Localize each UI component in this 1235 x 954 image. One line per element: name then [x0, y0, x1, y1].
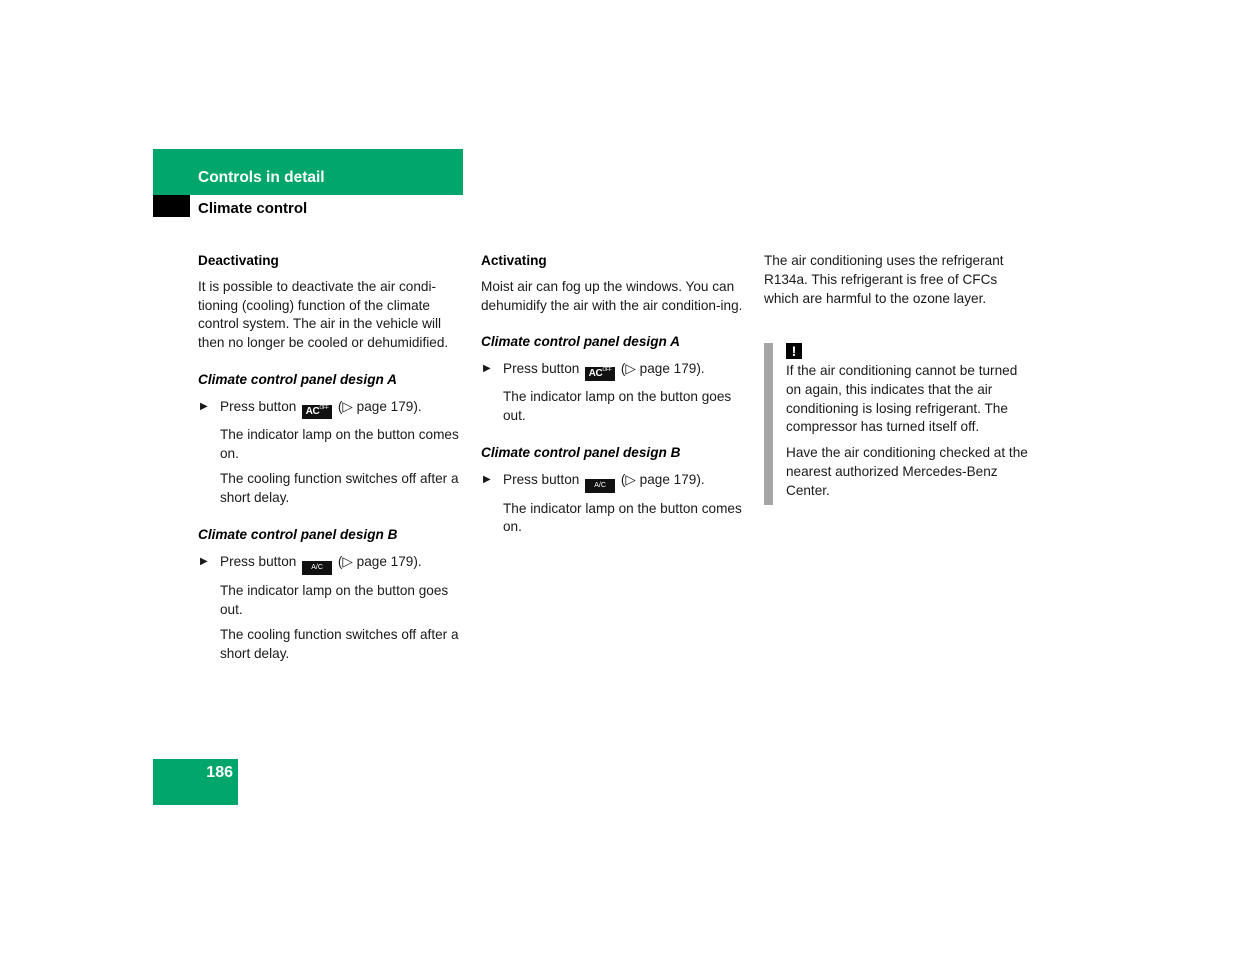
result-text: The indicator lamp on the button comes on. — [220, 426, 459, 461]
deactivating-intro: It is possible to deactivate the air condi-tioning (cooling) function of the climate control system. The air in the vehicle will then no longer be cooled or dehumidified. — [198, 278, 449, 351]
result-text: The indicator lamp on the button comes on. — [503, 500, 742, 535]
ac-button-icon: A/C — [302, 561, 332, 575]
press-button-label: Press button — [503, 361, 580, 377]
warning-box — [764, 343, 1034, 508]
page-ref: (▷ page 179). — [337, 398, 422, 414]
press-button-label: Press button — [220, 398, 297, 414]
step-press-ac — [481, 471, 747, 493]
activating-intro: Moist air can fog up the windows. You can dehumidify the air with the air condition-ing. — [481, 278, 743, 313]
bullet-arrow-icon: ▶ — [483, 363, 491, 375]
warning-icon: ! — [786, 343, 802, 359]
step-press-ac — [198, 553, 464, 575]
design-a-title: Climate control panel design A — [481, 334, 680, 350]
ac-off-button-icon: $AC^{OFF}$ — [585, 367, 615, 381]
section-title: Controls in detail — [198, 169, 325, 186]
ac-off-button-icon: $AC^{OFF}$ — [302, 405, 332, 419]
column-refrigerant — [764, 252, 1030, 315]
activating-heading: Activating — [481, 253, 547, 268]
ac-button-icon: A/C — [585, 479, 615, 493]
design-b-title: Climate control panel design B — [481, 444, 681, 460]
result-text: The indicator lamp on the button goes out. — [220, 582, 449, 617]
page-number: 186 — [206, 764, 233, 781]
step-press-ac-off — [481, 360, 747, 381]
subsection-marker — [153, 195, 190, 217]
page-ref: (▷ page 179). — [337, 553, 422, 569]
step-press-ac-off — [198, 398, 464, 419]
warning-text: If the air conditioning cannot be turned on again, this indicates that the air conditioning is losing refrigerant. The compressor has turned itself off. — [786, 363, 1018, 435]
result-text: The cooling function switches off after a short delay. — [220, 471, 459, 506]
page-ref: (▷ page 179). — [620, 471, 705, 487]
bullet-arrow-icon: ▶ — [483, 473, 491, 485]
warning-text: Have the air conditioning checked at the nearest authorized Mercedes-Benz Center. — [786, 445, 1028, 498]
column-deactivating — [198, 252, 464, 671]
design-a-title: Climate control panel design A — [198, 371, 397, 387]
result-text: The indicator lamp on the button goes out. — [503, 389, 732, 423]
press-button-label: Press button — [220, 553, 297, 569]
bullet-arrow-icon: ▶ — [200, 400, 208, 412]
deactivating-heading: Deactivating — [198, 253, 279, 268]
subsection-title: Climate control — [198, 200, 308, 217]
column-activating — [481, 252, 747, 544]
bullet-arrow-icon: ▶ — [200, 555, 208, 567]
press-button-label: Press button — [503, 471, 580, 487]
refrigerant-intro: The air conditioning uses the refrigerant R134a. This refrigerant is free of CFCs which are harmful to the ozone layer. — [764, 253, 1004, 306]
page-ref: (▷ page 179). — [620, 361, 705, 377]
warning-content — [786, 343, 1034, 501]
warning-bar — [764, 343, 773, 505]
design-b-title: Climate control panel design B — [198, 526, 398, 542]
result-text: The cooling function switches off after a short delay. — [220, 627, 459, 662]
